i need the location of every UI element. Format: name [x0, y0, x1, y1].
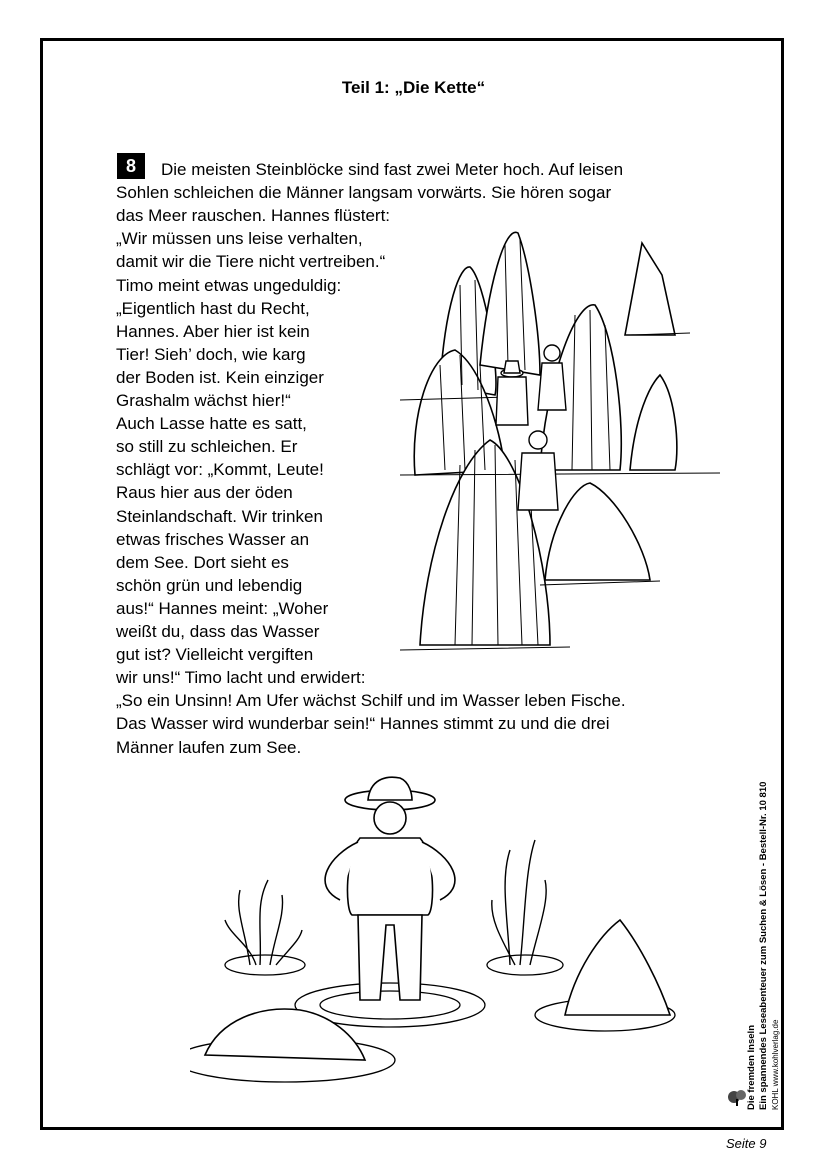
chapter-number-badge: 8 [117, 153, 145, 179]
publisher-sidebar [730, 640, 790, 1110]
stones-illustration [400, 225, 720, 665]
story-line: Die meisten Steinblöcke sind fast zwei Meter hoch. Auf leisen [161, 160, 624, 179]
story-line: gut ist? Vielleicht vergiften [116, 645, 314, 665]
story-line: Sohlen schleichen die Männer langsam vorwärts. Sie hören sogar [116, 183, 612, 203]
story-line: schlägt vor: „Kommt, Leute! [116, 460, 324, 480]
story-line: dem See. Dort sieht es [116, 552, 289, 572]
story-line: Steinlandschaft. Wir trinken [116, 506, 323, 526]
publisher-name: KOHL [771, 1088, 780, 1110]
story-line: Hannes. Aber hier ist kein [116, 321, 310, 341]
story-line: Raus hier aus der öden [116, 483, 293, 503]
story-line: damit wir die Tiere nicht vertreiben.“ [116, 252, 386, 272]
publisher-logo-icon [726, 1085, 748, 1107]
story-line: aus!“ Hannes meint: „Woher [116, 598, 329, 618]
story-line: etwas frisches Wasser an [116, 529, 310, 549]
page-number: Seite 9 [726, 1136, 767, 1151]
story-line: so still zu schleichen. Er [116, 437, 298, 457]
book-subtitle-order: Ein spannendes Leseabenteuer zum Suchen & Lösen - Bestell-Nr. 10 810 [758, 781, 769, 1110]
story-line: Männer laufen zum See. [116, 737, 302, 757]
story-line: Tier! Sieh’ doch, wie karg [116, 344, 306, 364]
story-line: Grashalm wächst hier!“ [116, 391, 291, 410]
book-title: Die fremden Inseln [746, 1025, 757, 1110]
story-line: Auch Lasse hatte es satt, [116, 414, 307, 434]
story-line: wir uns!“ Timo lacht und erwidert: [116, 668, 366, 688]
story-line: „So ein Unsinn! Am Ufer wächst Schilf und im Wasser leben Fische. [116, 691, 626, 711]
story-line: Timo meint etwas ungeduldig: [116, 275, 342, 295]
story-line: schön grün und lebendig [116, 575, 303, 595]
story-line: „Wir müssen uns leise verhalten, [116, 229, 363, 249]
lake-illustration [190, 770, 730, 1090]
story-line: Das Wasser wird wunderbar sein!“ Hannes stimmt zu und die drei [116, 714, 610, 734]
page-title: Teil 1: „Die Kette“ [341, 78, 486, 97]
story-line: das Meer rauschen. Hannes flüstert: [116, 206, 391, 226]
publisher-website: www.kohlverlag.de [771, 1019, 780, 1087]
story-line: „Eigentlich hast du Recht, [116, 298, 310, 318]
story-line: weißt du, dass das Wasser [116, 622, 320, 641]
story-line: der Boden ist. Kein einziger [116, 367, 324, 387]
